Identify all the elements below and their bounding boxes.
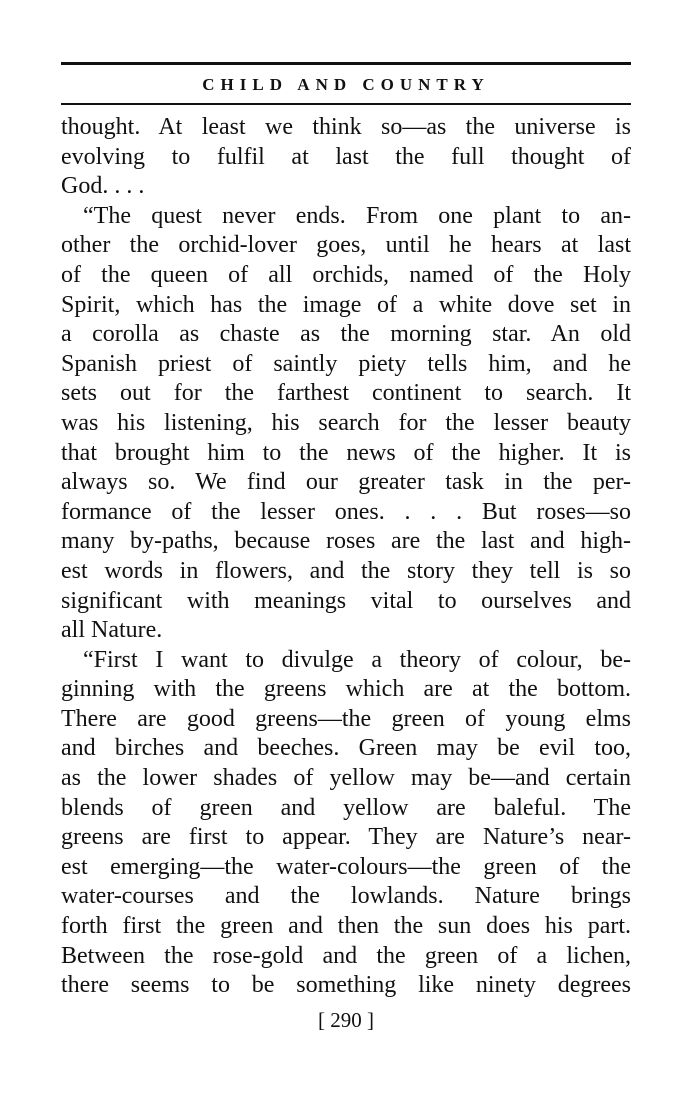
text-line: formance of the lesser ones. . . . But roses—so bbox=[61, 498, 631, 525]
text-line: Spirit, which has the image of a white dove set in bbox=[61, 291, 631, 318]
text-line: always so. We find our greater task in the per- bbox=[61, 469, 631, 496]
text-line: greens are first to appear. They are Nature’s near- bbox=[61, 824, 631, 851]
text-line: sets out for the farthest continent to search. It bbox=[61, 380, 631, 407]
text-line: water-courses and the lowlands. Nature brings bbox=[61, 883, 631, 910]
text-line: forth first the green and then the sun does his part. bbox=[61, 913, 631, 940]
text-line: there seems to be something like ninety degrees bbox=[61, 972, 631, 999]
text-line: There are good greens—the green of young elms bbox=[61, 705, 631, 732]
text-line: all Nature. bbox=[61, 617, 163, 644]
text-line: Spanish priest of saintly piety tells him, and he bbox=[61, 350, 631, 377]
page-number: [ 290 ] bbox=[318, 1008, 374, 1032]
text-line: of the queen of all orchids, named of the Holy bbox=[61, 261, 631, 288]
text-line: “First I want to divulge a theory of colour, be- bbox=[83, 646, 631, 673]
text-line: est words in flowers, and the story they tell is so bbox=[61, 557, 631, 584]
text-line: evolving to fulfil at last the full thought of bbox=[61, 143, 631, 170]
text-line: other the orchid-lover goes, until he hears at last bbox=[61, 232, 631, 259]
text-line: Between the rose-gold and the green of a lichen, bbox=[61, 942, 631, 969]
text-line: that brought him to the news of the higher. It is bbox=[61, 439, 631, 466]
text-line: and birches and beeches. Green may be evil too, bbox=[61, 735, 631, 762]
text-line: as the lower shades of yellow may be—and certain bbox=[61, 765, 631, 792]
text-line: est emerging—the water-colours—the green of the bbox=[61, 853, 631, 880]
text-line: thought. At least we think so—as the universe is bbox=[61, 114, 631, 140]
text-line: God. . . . bbox=[61, 173, 145, 200]
body-text bbox=[61, 113, 631, 1001]
text-line: “The quest never ends. From one plant to an- bbox=[83, 202, 631, 229]
text-line: blends of green and yellow are baleful. The bbox=[61, 794, 631, 821]
header-top-rule bbox=[61, 62, 631, 65]
text-line: was his listening, his search for the lesser beauty bbox=[61, 409, 631, 436]
text-line: ginning with the greens which are at the bottom. bbox=[61, 676, 631, 703]
text-line: significant with meanings vital to ourselves and bbox=[61, 587, 631, 614]
text-line: a corolla as chaste as the morning star. An old bbox=[61, 321, 631, 348]
header-bottom-rule bbox=[61, 103, 631, 105]
running-head: CHILD AND COUNTRY bbox=[202, 75, 490, 94]
text-line: many by-paths, because roses are the last and high- bbox=[61, 528, 631, 555]
